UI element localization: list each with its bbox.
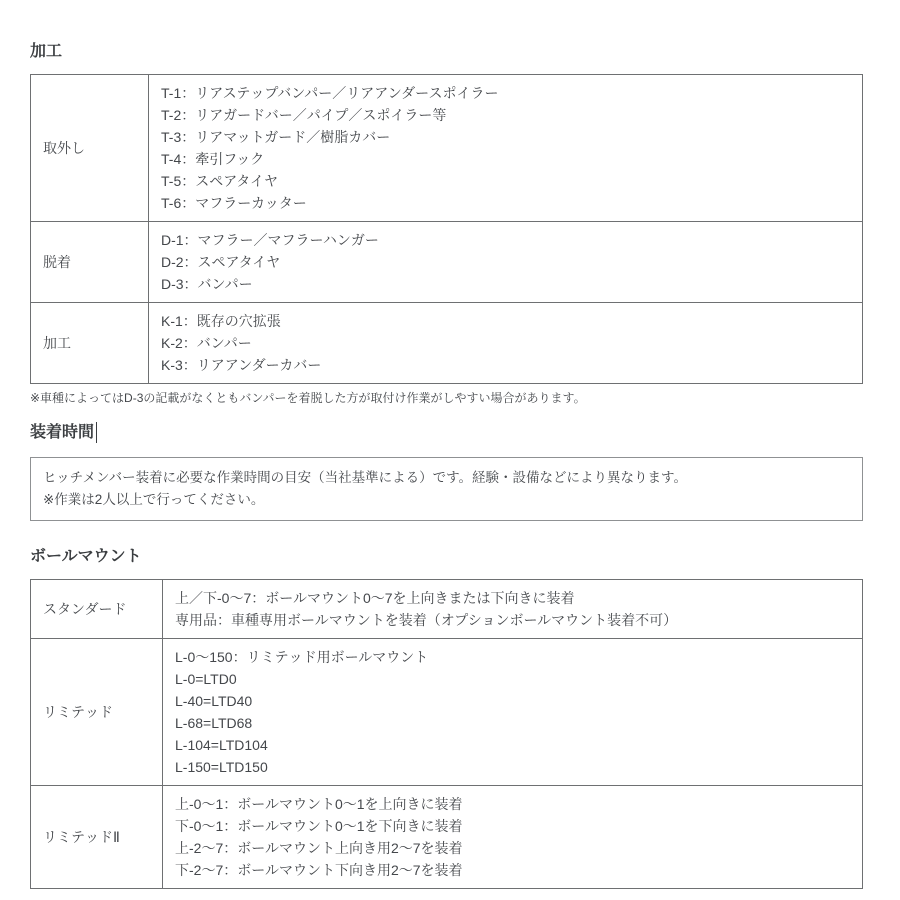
cell-line: T-5：スペアタイヤ (161, 173, 278, 189)
cell-line: L-0=LTD0 (175, 671, 237, 687)
row-label: リミテッド (31, 639, 163, 786)
cell-line: T-6：マフラーカッター (161, 195, 307, 211)
table-row (31, 786, 863, 889)
section-heading-processing-label: 加工 (30, 43, 63, 60)
cell-line: K-2：バンパー (161, 335, 252, 351)
cell-line: T-2：リアガードバー／パイプ／スポイラー等 (161, 107, 447, 123)
cell-line: D-3：バンパー (161, 276, 253, 292)
table-row (31, 580, 863, 639)
cell-line: D-1：マフラー／マフラーハンガー (161, 232, 379, 248)
cell-line: L-68=LTD68 (175, 715, 253, 731)
note-text: ※車種によってはD-3の記載がなくともバンパーを着脱した方が取付け作業がしやすい場合があります。 (30, 391, 586, 405)
cell-line: 専用品：車種専用ボールマウントを装着（オプションボールマウント装着不可） (175, 612, 678, 628)
row-content (163, 786, 863, 889)
row-label: 加工 (31, 303, 149, 384)
row-content (149, 75, 863, 222)
cell-line: D-2：スペアタイヤ (161, 254, 281, 270)
cell-line: 上-0～1：ボールマウント0～1を上向きに装着 (175, 796, 463, 812)
cell-line: L-0～150：リミテッド用ボールマウント (175, 649, 429, 665)
cell-line: 下-2～7：ボールマウント下向き用2～7を装着 (175, 862, 463, 878)
section-heading-processing (30, 42, 863, 62)
section-heading-ball-mount (30, 547, 863, 567)
cell-line: K-1：既存の穴拡張 (161, 313, 281, 329)
row-content (163, 639, 863, 786)
processing-table (30, 74, 863, 384)
section-heading-ball-mount-label: ボールマウント (30, 548, 142, 565)
row-content (149, 222, 863, 303)
cell-line: 上-2～7：ボールマウント上向き用2～7を装着 (175, 840, 463, 856)
cell-line: T-3：リアマットガード／樹脂カバー (161, 129, 391, 145)
row-content (149, 303, 863, 384)
table-row (31, 75, 863, 222)
cell-line: 下-0～1：ボールマウント0～1を下向きに装着 (175, 818, 463, 834)
row-label: 脱着 (31, 222, 149, 303)
cell-line: L-150=LTD150 (175, 759, 268, 775)
row-label: 取外し (31, 75, 149, 222)
cell-line: T-4：牽引フック (161, 151, 265, 167)
table-row (31, 303, 863, 384)
table-row (31, 222, 863, 303)
row-content (163, 580, 863, 639)
section-heading-installation-time-label: 装着時間 (30, 423, 95, 441)
cell-line: T-1：リアステップバンパー／リアアンダースポイラー (161, 85, 499, 101)
row-label: スタンダード (31, 580, 163, 639)
info-box-line-2: ※作業は2人以上で行ってください。 (43, 492, 265, 507)
row-label: リミテッドⅡ (31, 786, 163, 889)
cell-line: L-40=LTD40 (175, 693, 253, 709)
text-cursor (96, 422, 97, 443)
section-heading-installation-time (30, 422, 863, 443)
cell-line: K-3：リアアンダーカバー (161, 357, 322, 373)
info-box-line-1: ヒッチメンバー装着に必要な作業時間の目安（当社基準による）です。経験・設備などにより異なります。 (43, 470, 687, 485)
cell-line: 上／下-0～7：ボールマウント0～7を上向きまたは下向きに装着 (175, 590, 575, 606)
ball-mount-table (30, 579, 863, 889)
installation-time-info-box (30, 457, 863, 521)
table-row (31, 639, 863, 786)
cell-line: L-104=LTD104 (175, 737, 268, 753)
